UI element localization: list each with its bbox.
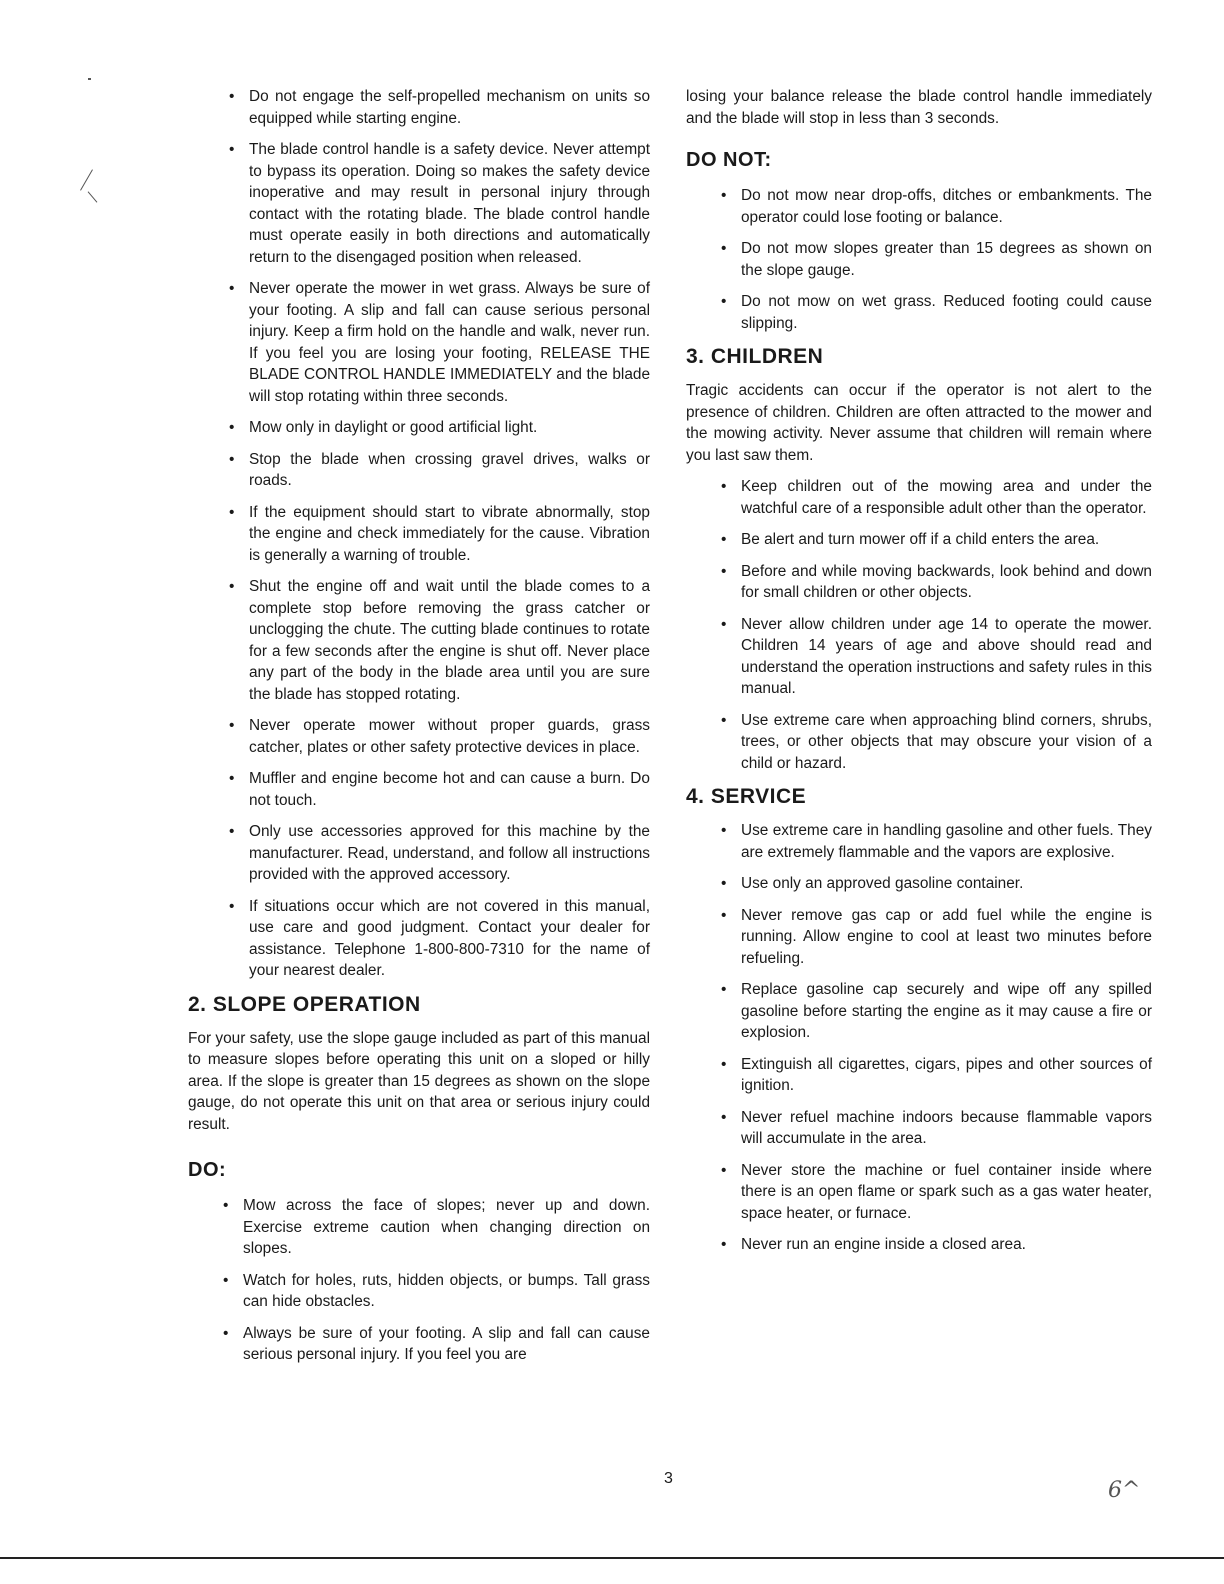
list-item: • Never store the machine or fuel container inside where there is an open flame or spark such as a gas water heater, space heater, or furnace. (741, 1160, 1152, 1225)
list-item: • If the equipment should start to vibrate abnormally, stop the engine and check immediately for the cause. Vibration is generally a warning of trouble. (249, 502, 650, 567)
continued-text: losing your balance release the blade control handle immediately and the blade will stop in less than 3 seconds. (686, 88, 1152, 127)
list-item: • Mow across the face of slopes; never up and down. Exercise extreme caution when changing direction on slopes. (243, 1195, 650, 1260)
do-list (243, 1195, 650, 1366)
list-item: • Do not mow slopes greater than 15 degrees as shown on the slope gauge. (741, 238, 1152, 281)
list-item: • If situations occur which are not covered in this manual, use care and good judgment. Contact your dealer for assistance. Telephone 1-800-800-7310 for the name of your nearest dealer. (249, 896, 650, 982)
service-list (741, 820, 1152, 1256)
service-heading: 4. SERVICE (686, 785, 807, 808)
slope-operation-heading: 2. SLOPE OPERATION (188, 992, 421, 1016)
do-heading: DO: (188, 1159, 227, 1181)
left-column (188, 86, 650, 1376)
list-item: • Muffler and engine become hot and can cause a burn. Do not touch. (249, 768, 650, 811)
do-not-list (741, 185, 1152, 334)
children-intro: Tragic accidents can occur if the operator is not alert to the presence of children. Children are often attracted to the mower and the mowing activity. Never assume that children will remain where you last saw them. (686, 382, 1152, 464)
list-item: • Never operate mower without proper guards, grass catcher, plates or other safety protective devices in place. (249, 715, 650, 758)
scan-mark (88, 191, 98, 202)
list-item: • Before and while moving backwards, look behind and down for small children or other objects. (741, 561, 1152, 604)
list-item: • Mow only in daylight or good artificial light. (249, 417, 650, 439)
list-item: • Be alert and turn mower off if a child enters the area. (741, 529, 1152, 551)
list-item: • Use only an approved gasoline container. (741, 873, 1152, 895)
children-list (741, 476, 1152, 774)
right-column (686, 86, 1152, 1266)
list-item: • Do not mow on wet grass. Reduced footing could cause slipping. (741, 291, 1152, 334)
left-bullet-list (249, 86, 650, 982)
list-item: • Use extreme care in handling gasoline and other fuels. They are extremely flammable and the vapors are explosive. (741, 820, 1152, 863)
list-item: • Never remove gas cap or add fuel while the engine is running. Allow engine to cool at least two minutes before refueling. (741, 905, 1152, 970)
list-item: • Do not engage the self-propelled mechanism on units so equipped while starting engine. (249, 86, 650, 129)
list-item: • Use extreme care when approaching blind corners, shrubs, trees, or other objects that may obscure your vision of a child or hazard. (741, 710, 1152, 775)
list-item: • Always be sure of your footing. A slip and fall can cause serious personal injury. If you feel you are (243, 1323, 650, 1366)
list-item: • Keep children out of the mowing area and under the watchful care of a responsible adult other than the operator. (741, 476, 1152, 519)
list-item: • Stop the blade when crossing gravel drives, walks or roads. (249, 449, 650, 492)
do-not-heading: DO NOT: (686, 149, 772, 171)
list-item: • Never operate the mower in wet grass. Always be sure of your footing. A slip and fall can cause serious personal injury. Keep a firm hold on the handle and walk, never run. If you feel you are losing your footing, RELEASE THE BLADE CONTROL HANDLE IMMEDIATELY and the blade will stop rotating within three seconds. (249, 278, 650, 407)
list-item: • Watch for holes, ruts, hidden objects, or bumps. Tall grass can hide obstacles. (243, 1270, 650, 1313)
children-heading: 3. CHILDREN (686, 345, 824, 368)
scan-mark (88, 78, 91, 80)
list-item: • Only use accessories approved for this machine by the manufacturer. Read, understand, and follow all instructions provided with the approved accessory. (249, 821, 650, 886)
list-item: • Never refuel machine indoors because flammable vapors will accumulate in the area. (741, 1107, 1152, 1150)
list-item: • Shut the engine off and wait until the blade comes to a complete stop before removing the grass catcher or unclogging the chute. The cutting blade continues to rotate for a few seconds after the engine is shut off. Never place any part of the body in the blade area until you are sure the blade has stopped rotating. (249, 576, 650, 705)
scan-mark (80, 169, 93, 190)
bottom-rule (0, 1557, 1224, 1559)
handwritten-note: 6^ (1108, 1478, 1141, 1503)
page-number: 3 (664, 1470, 673, 1487)
list-item: • Never run an engine inside a closed area. (741, 1234, 1152, 1256)
list-item: • Replace gasoline cap securely and wipe off any spilled gasoline before starting the engine as it may cause a fire or explosion. (741, 979, 1152, 1044)
list-item: • The blade control handle is a safety device. Never attempt to bypass its operation. Doing so makes the safety device inoperative and may result in personal injury through contact with the rotating blade. The blade control handle must operate easily in both directions and automatically return to the disengaged position when released. (249, 139, 650, 268)
list-item: • Extinguish all cigarettes, cigars, pipes and other sources of ignition. (741, 1054, 1152, 1097)
list-item: • Do not mow near drop-offs, ditches or embankments. The operator could lose footing or balance. (741, 185, 1152, 228)
list-item: • Never allow children under age 14 to operate the mower. Children 14 years of age and above should read and understand the operation instructions and safety rules in this manual. (741, 614, 1152, 700)
slope-operation-intro: For your safety, use the slope gauge included as part of this manual to measure slopes before operating this unit on a sloped or hilly area. If the slope is greater than 15 degrees as shown on the slope gauge, do not operate this unit on that area or serious injury could result. (188, 1029, 650, 1133)
